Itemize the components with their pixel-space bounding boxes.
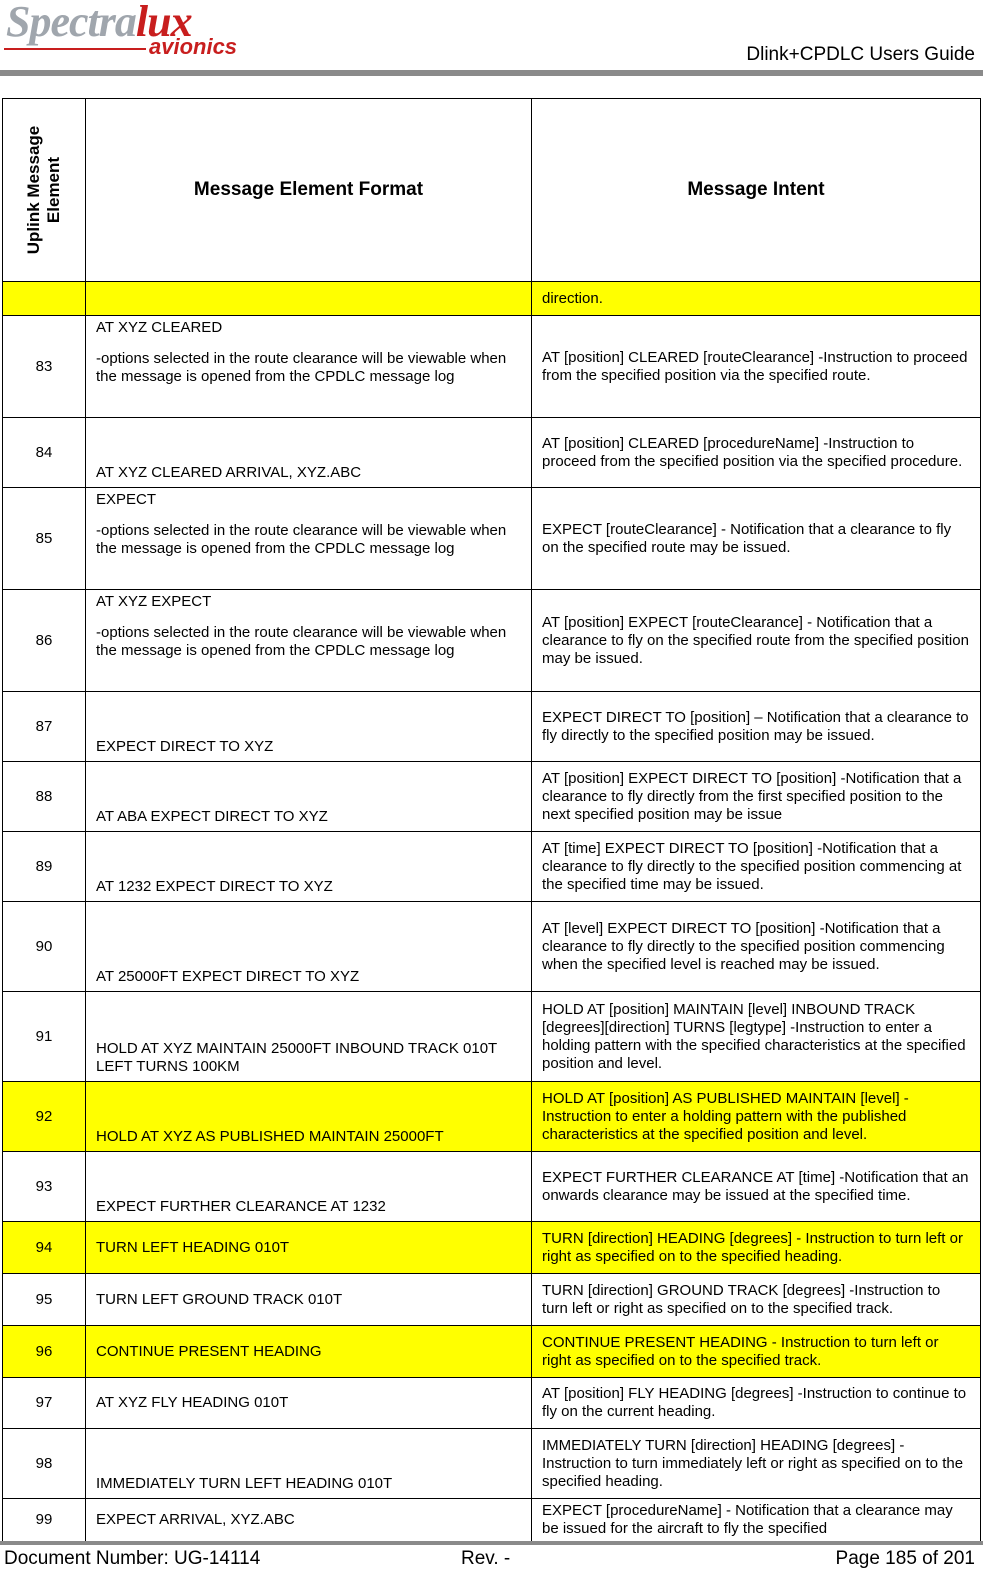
format-cell: [86, 1274, 532, 1326]
intent-cell: EXPECT DIRECT TO [position] – Notification that a clearance to fly directly to the specified position may be issued.: [532, 692, 981, 762]
element-number-cell: 90: [3, 902, 86, 992]
format-cell: [86, 282, 532, 316]
element-number-cell: 97: [3, 1378, 86, 1429]
element-number-cell: 96: [3, 1326, 86, 1378]
table-row: [3, 1274, 981, 1326]
format-text: EXPECT: [96, 491, 157, 508]
table-row: [3, 692, 981, 762]
intent-cell: HOLD AT [position] AS PUBLISHED MAINTAIN [level] -Instruction to enter a holding pattern with the published characteristics at the specified position and level.: [532, 1082, 981, 1152]
element-number-cell: 91: [3, 992, 86, 1082]
format-cell: [86, 1222, 532, 1274]
table-row: [3, 1499, 981, 1542]
intent-cell: AT [time] EXPECT DIRECT TO [position] -Notification that a clearance to fly directly to the specified position commencing at the specified time may be issued.: [532, 832, 981, 902]
format-text: AT 1232 EXPECT DIRECT TO XYZ: [96, 878, 333, 895]
format-text: AT XYZ FLY HEADING 010T: [96, 1394, 289, 1411]
intent-cell: EXPECT FURTHER CLEARANCE AT [time] -Notification that an onwards clearance may be issued at the specified time.: [532, 1152, 981, 1222]
intent-cell: AT [position] EXPECT DIRECT TO [position] -Notification that a clearance to fly directly from the first specified position to the next specified position may be issue: [532, 762, 981, 832]
element-number-cell: 84: [3, 418, 86, 488]
element-number-cell: [3, 282, 86, 316]
format-cell: [86, 590, 532, 692]
format-cell: [86, 316, 532, 418]
table-row: [3, 832, 981, 902]
format-note: -options selected in the route clearance will be viewable when the message is opened from the CPDLC message log: [96, 522, 507, 557]
format-text: AT ABA EXPECT DIRECT TO XYZ: [96, 808, 328, 825]
intent-cell: AT [position] FLY HEADING [degrees] -Instruction to continue to fly on the current heading.: [532, 1378, 981, 1429]
column-header-element-label: Uplink Message Element: [24, 125, 63, 255]
format-cell: [86, 832, 532, 902]
table-row: [3, 488, 981, 590]
format-note: -options selected in the route clearance will be viewable when the message is opened from the CPDLC message log: [96, 624, 507, 659]
table-body: [3, 282, 981, 1542]
table-row: [3, 762, 981, 832]
table-row: [3, 1326, 981, 1378]
format-cell: [86, 692, 532, 762]
element-number-cell: 94: [3, 1222, 86, 1274]
document-number: Document Number: UG-14114: [4, 1548, 261, 1569]
element-number-cell: 99: [3, 1499, 86, 1542]
format-text: CONTINUE PRESENT HEADING: [96, 1342, 322, 1360]
element-number-cell: 86: [3, 590, 86, 692]
intent-cell: AT [level] EXPECT DIRECT TO [position] -Notification that a clearance to fly directly to the specified position commencing when the specified level is reached may be issued.: [532, 902, 981, 992]
element-number-cell: 89: [3, 832, 86, 902]
format-text: AT XYZ CLEARED: [96, 319, 223, 336]
format-cell: [86, 762, 532, 832]
format-cell: [86, 902, 532, 992]
format-cell: [86, 1378, 532, 1429]
intent-cell: AT [position] CLEARED [procedureName] -Instruction to proceed from the specified position via the specified procedure.: [532, 418, 981, 488]
format-text: EXPECT DIRECT TO XYZ: [96, 738, 274, 755]
intent-cell: EXPECT [routeClearance] - Notification that a clearance to fly on the specified route may be issued.: [532, 488, 981, 590]
format-text: EXPECT ARRIVAL, XYZ.ABC: [96, 1511, 295, 1528]
intent-cell: IMMEDIATELY TURN [direction] HEADING [degrees] -Instruction to turn immediately left or right as specified on to the specified heading.: [532, 1429, 981, 1499]
format-text: TURN LEFT HEADING 010T: [96, 1238, 290, 1256]
document-title: Dlink+CPDLC Users Guide: [746, 44, 975, 65]
table-header-row: [3, 99, 981, 282]
page-header: [0, 0, 983, 78]
column-header-element: [3, 99, 86, 282]
logo-accent-text: lux: [135, 0, 192, 46]
element-number-cell: 85: [3, 488, 86, 590]
format-note: -options selected in the route clearance will be viewable when the message is opened from the CPDLC message log: [96, 350, 507, 385]
format-cell: [86, 1152, 532, 1222]
footer-rule: [0, 1541, 983, 1545]
page-number: Page 185 of 201: [835, 1548, 975, 1569]
element-number-cell: 92: [3, 1082, 86, 1152]
table-row: [3, 282, 981, 316]
spectralux-logo: [4, 0, 264, 70]
format-text: TURN LEFT GROUND TRACK 010T: [96, 1290, 343, 1308]
logo-underline: [4, 48, 146, 50]
table-row: [3, 902, 981, 992]
intent-cell: AT [position] EXPECT [routeClearance] - Notification that a clearance to fly on the specified route from the specified position may be issued.: [532, 590, 981, 692]
format-cell: [86, 418, 532, 488]
intent-cell: HOLD AT [position] MAINTAIN [level] INBOUND TRACK [degrees][direction] TURNS [legtype] -Instruction to enter a holding pattern with the specified characteristics at the specified position and level.: [532, 992, 981, 1082]
table-row: [3, 1152, 981, 1222]
page-footer: [0, 1546, 983, 1576]
format-text: AT XYZ CLEARED ARRIVAL, XYZ.ABC: [96, 464, 362, 481]
table-row: [3, 992, 981, 1082]
column-header-format: Message Element Format: [86, 99, 532, 282]
element-number-cell: 87: [3, 692, 86, 762]
uplink-message-table: [2, 98, 981, 1542]
intent-cell: TURN [direction] GROUND TRACK [degrees] -Instruction to turn left or right as specified on to the specified track.: [532, 1274, 981, 1326]
element-number-cell: 98: [3, 1429, 86, 1499]
format-cell: [86, 1326, 532, 1378]
format-cell: [86, 1082, 532, 1152]
element-number-cell: 88: [3, 762, 86, 832]
column-header-intent: Message Intent: [532, 99, 981, 282]
format-text: AT 25000FT EXPECT DIRECT TO XYZ: [96, 968, 360, 985]
table-row: [3, 1429, 981, 1499]
format-text: IMMEDIATELY TURN LEFT HEADING 010T: [96, 1475, 393, 1492]
format-cell: [86, 488, 532, 590]
revision: Rev. -: [461, 1548, 511, 1569]
intent-cell: CONTINUE PRESENT HEADING - Instruction to turn left or right as specified on to the specified track.: [532, 1326, 981, 1378]
intent-cell: AT [position] CLEARED [routeClearance] -Instruction to proceed from the specified position via the specified route.: [532, 316, 981, 418]
format-text: HOLD AT XYZ AS PUBLISHED MAINTAIN 25000FT: [96, 1128, 444, 1145]
format-cell: [86, 1429, 532, 1499]
table-row: [3, 1378, 981, 1429]
table-row: [3, 316, 981, 418]
format-cell: [86, 992, 532, 1082]
intent-cell: direction.: [532, 282, 981, 316]
format-cell: [86, 1499, 532, 1542]
table-row: [3, 590, 981, 692]
header-rule: [0, 70, 983, 76]
element-number-cell: 93: [3, 1152, 86, 1222]
table-row: [3, 1222, 981, 1274]
element-number-cell: 83: [3, 316, 86, 418]
logo-subtitle: avionics: [149, 34, 238, 59]
format-text: EXPECT FURTHER CLEARANCE AT 1232: [96, 1198, 386, 1215]
table-row: [3, 418, 981, 488]
format-text: AT XYZ EXPECT: [96, 593, 212, 610]
logo-main-text: Spectra: [6, 0, 136, 46]
format-text: HOLD AT XYZ MAINTAIN 25000FT INBOUND TRACK 010T LEFT TURNS 100KM: [96, 1040, 497, 1075]
intent-cell: TURN [direction] HEADING [degrees] - Instruction to turn left or right as specified on to the specified heading.: [532, 1222, 981, 1274]
table-row: [3, 1082, 981, 1152]
element-number-cell: 95: [3, 1274, 86, 1326]
intent-cell: EXPECT [procedureName] - Notification that a clearance may be issued for the aircraft to fly the specified: [532, 1499, 981, 1542]
